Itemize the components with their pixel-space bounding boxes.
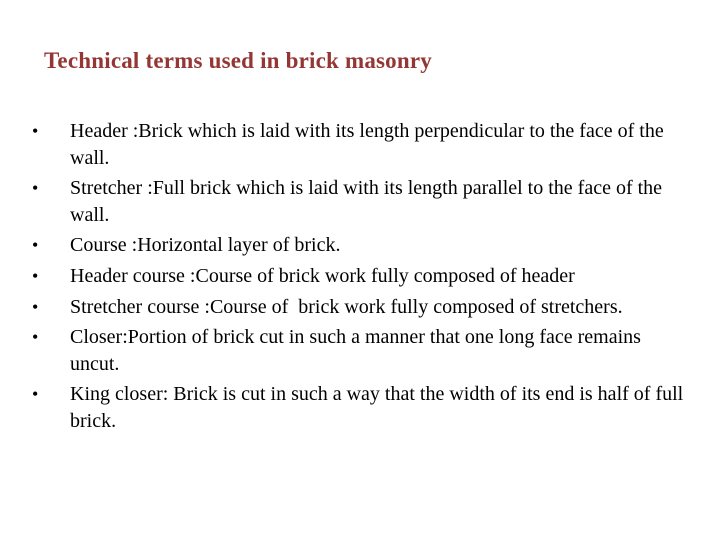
bullet-list <box>32 118 702 439</box>
bullet-text: Stretcher course :Course of brick work fully composed of stretchers. <box>70 295 623 318</box>
bullet-item-closer <box>32 324 702 377</box>
bullet-icon: • <box>32 384 39 405</box>
bullet-item-king-closer <box>32 381 702 434</box>
bullet-icon: • <box>32 265 39 286</box>
bullet-text: Closer:Portion of brick cut in such a manner that one long face remains uncut. <box>70 326 656 375</box>
slide-title: Technical terms used in brick masonry <box>44 48 432 73</box>
bullet-icon: • <box>32 178 39 199</box>
bullet-text: Stretcher :Full brick which is laid with its length parallel to the face of the wall. <box>70 177 663 226</box>
bullet-icon: • <box>32 235 39 256</box>
bullet-item-stretcher <box>32 175 702 228</box>
bullet-icon: • <box>32 327 39 348</box>
bullet-text: King closer: Brick is cut in such a way that the width of its end is half of full brick. <box>70 383 684 432</box>
bullet-text: Header :Brick which is laid with its length perpendicular to the face of the wall. <box>70 120 664 169</box>
bullet-text: Header course :Course of brick work fully composed of header <box>70 264 575 287</box>
bullet-text: Course :Horizontal layer of brick. <box>70 234 341 257</box>
bullet-item-header <box>32 118 702 171</box>
bullet-item-stretcher-course <box>32 294 702 321</box>
bullet-item-course <box>32 232 702 259</box>
bullet-icon: • <box>32 296 39 317</box>
bullet-item-header-course <box>32 263 702 290</box>
bullet-icon: • <box>32 121 39 141</box>
